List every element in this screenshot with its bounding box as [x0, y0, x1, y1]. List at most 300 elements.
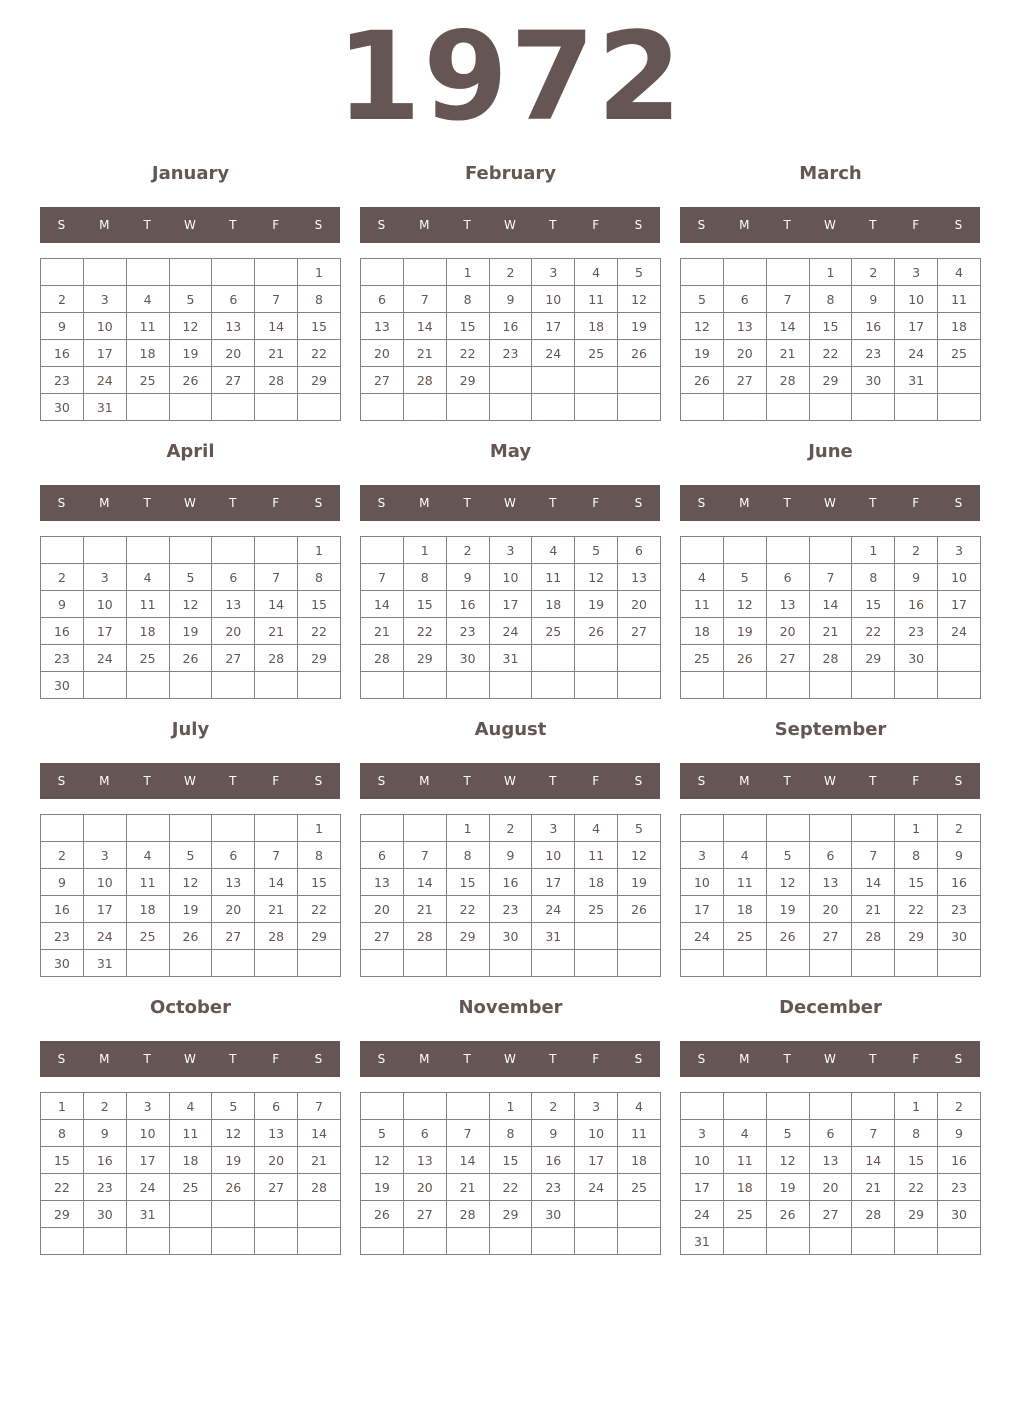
week-row	[41, 869, 341, 896]
day-cell: 9	[41, 313, 84, 340]
day-cell	[532, 367, 575, 394]
day-cell: 9	[83, 1120, 126, 1147]
day-cell	[766, 950, 809, 977]
week-row	[681, 1228, 981, 1255]
week-row	[361, 896, 661, 923]
day-cell: 4	[938, 259, 981, 286]
day-cell: 22	[852, 618, 895, 645]
day-cell: 14	[255, 591, 298, 618]
day-cell: 4	[126, 286, 169, 313]
weekday-label: T	[463, 774, 471, 788]
day-cell: 1	[809, 259, 852, 286]
day-cell: 26	[212, 1174, 255, 1201]
weekday-label: W	[184, 218, 196, 232]
day-cell: 15	[298, 869, 341, 896]
day-cell	[41, 815, 84, 842]
weekday-label: S	[314, 1052, 323, 1066]
day-cell: 18	[723, 896, 766, 923]
weekday-label: F	[592, 774, 600, 788]
day-cell: 8	[895, 842, 938, 869]
day-cell: 2	[489, 815, 532, 842]
day-cell: 15	[298, 313, 341, 340]
day-grid	[40, 258, 341, 421]
weekday-label: F	[272, 496, 280, 510]
day-cell: 2	[938, 1093, 981, 1120]
day-cell: 9	[532, 1120, 575, 1147]
day-cell: 28	[446, 1201, 489, 1228]
day-cell: 17	[681, 1174, 724, 1201]
day-cell: 22	[489, 1174, 532, 1201]
day-cell: 24	[532, 340, 575, 367]
weekday-label: W	[184, 774, 196, 788]
day-cell: 12	[681, 313, 724, 340]
day-cell: 21	[766, 340, 809, 367]
week-row	[681, 537, 981, 564]
day-cell	[766, 1228, 809, 1255]
week-row	[361, 923, 661, 950]
day-cell	[575, 950, 618, 977]
day-cell: 7	[766, 286, 809, 313]
week-row	[681, 1174, 981, 1201]
day-cell	[575, 672, 618, 699]
day-cell	[212, 537, 255, 564]
day-cell: 24	[681, 923, 724, 950]
day-cell: 6	[361, 842, 404, 869]
day-cell	[618, 394, 661, 421]
day-cell: 8	[298, 286, 341, 313]
day-cell	[618, 1228, 661, 1255]
month-name: March	[799, 163, 862, 184]
week-row	[41, 896, 341, 923]
day-cell	[403, 394, 446, 421]
day-cell: 17	[938, 591, 981, 618]
weekday-label: S	[954, 218, 963, 232]
day-cell: 1	[446, 259, 489, 286]
day-cell: 16	[938, 869, 981, 896]
day-cell: 26	[618, 340, 661, 367]
day-cell: 21	[809, 618, 852, 645]
day-cell: 1	[895, 815, 938, 842]
day-cell	[255, 815, 298, 842]
week-row	[41, 259, 341, 286]
weekday-label: W	[504, 774, 516, 788]
day-cell: 4	[532, 537, 575, 564]
day-cell: 1	[895, 1093, 938, 1120]
day-cell: 19	[618, 313, 661, 340]
day-cell: 13	[212, 313, 255, 340]
day-cell	[575, 645, 618, 672]
day-cell: 23	[41, 645, 84, 672]
day-cell: 8	[489, 1120, 532, 1147]
weekday-label: W	[504, 496, 516, 510]
day-cell: 14	[403, 869, 446, 896]
weekday-label: S	[634, 496, 643, 510]
weekday-label: T	[229, 218, 237, 232]
day-cell: 29	[298, 367, 341, 394]
day-cell: 15	[41, 1147, 84, 1174]
day-cell	[255, 537, 298, 564]
day-cell: 9	[41, 591, 84, 618]
day-grid	[40, 1092, 341, 1255]
day-cell	[446, 950, 489, 977]
week-row	[681, 672, 981, 699]
weekday-label: S	[377, 496, 386, 510]
day-cell: 19	[723, 618, 766, 645]
day-cell: 23	[532, 1174, 575, 1201]
weekday-label: W	[504, 1052, 516, 1066]
weekday-label: M	[419, 1052, 430, 1066]
weekday-header	[360, 485, 660, 521]
month-name: February	[464, 163, 557, 184]
day-cell: 16	[41, 340, 84, 367]
week-row	[41, 815, 341, 842]
week-row	[361, 1201, 661, 1228]
weekday-label: M	[739, 496, 750, 510]
day-cell: 8	[41, 1120, 84, 1147]
day-cell: 17	[895, 313, 938, 340]
day-cell: 29	[809, 367, 852, 394]
day-cell: 3	[83, 842, 126, 869]
day-cell: 5	[618, 259, 661, 286]
day-cell: 4	[575, 259, 618, 286]
day-cell	[809, 537, 852, 564]
day-cell	[403, 1228, 446, 1255]
day-cell: 12	[361, 1147, 404, 1174]
weekday-header	[360, 1041, 660, 1077]
day-cell: 13	[255, 1120, 298, 1147]
day-cell: 28	[255, 645, 298, 672]
day-cell: 24	[83, 367, 126, 394]
week-row	[361, 537, 661, 564]
day-cell: 20	[809, 896, 852, 923]
day-cell: 8	[809, 286, 852, 313]
month-name: January	[151, 163, 230, 184]
day-cell: 1	[41, 1093, 84, 1120]
day-cell: 30	[41, 672, 84, 699]
day-cell	[212, 1201, 255, 1228]
day-cell: 13	[403, 1147, 446, 1174]
weekday-label: S	[697, 774, 706, 788]
day-cell: 28	[809, 645, 852, 672]
day-cell	[575, 1201, 618, 1228]
weekday-label: S	[314, 496, 323, 510]
day-cell: 8	[895, 1120, 938, 1147]
day-cell: 30	[83, 1201, 126, 1228]
day-cell: 5	[766, 1120, 809, 1147]
weekday-label: W	[824, 774, 836, 788]
day-cell	[298, 672, 341, 699]
day-cell: 29	[489, 1201, 532, 1228]
weekday-label: F	[272, 1052, 280, 1066]
day-cell	[361, 672, 404, 699]
day-cell: 18	[532, 591, 575, 618]
day-cell: 12	[169, 869, 212, 896]
day-cell: 6	[255, 1093, 298, 1120]
week-row	[41, 367, 341, 394]
weekday-label: T	[783, 774, 791, 788]
weekday-label: W	[184, 496, 196, 510]
day-cell: 26	[681, 367, 724, 394]
week-row	[361, 286, 661, 313]
day-cell	[938, 1228, 981, 1255]
day-cell	[361, 537, 404, 564]
week-row	[681, 564, 981, 591]
day-cell: 27	[212, 645, 255, 672]
day-cell: 13	[361, 869, 404, 896]
weekday-label: T	[549, 218, 557, 232]
weekday-header	[40, 763, 340, 799]
day-cell: 23	[852, 340, 895, 367]
day-cell: 24	[83, 923, 126, 950]
day-cell	[169, 537, 212, 564]
week-row	[681, 1147, 981, 1174]
day-cell	[212, 672, 255, 699]
month-name: October	[150, 997, 231, 1018]
weekday-label: S	[954, 774, 963, 788]
weekday-label: M	[419, 218, 430, 232]
week-row	[41, 645, 341, 672]
day-cell	[446, 394, 489, 421]
day-cell: 28	[852, 923, 895, 950]
day-cell: 5	[723, 564, 766, 591]
day-cell	[255, 950, 298, 977]
day-cell: 18	[681, 618, 724, 645]
day-cell: 7	[809, 564, 852, 591]
weekday-label: T	[549, 774, 557, 788]
day-cell: 9	[489, 842, 532, 869]
day-cell: 13	[809, 869, 852, 896]
day-cell: 19	[681, 340, 724, 367]
day-cell	[489, 1228, 532, 1255]
day-cell: 15	[446, 869, 489, 896]
month-name: December	[779, 997, 882, 1018]
day-cell: 12	[766, 1147, 809, 1174]
month-name: July	[171, 719, 210, 740]
day-cell	[681, 815, 724, 842]
day-cell: 4	[723, 1120, 766, 1147]
day-cell	[489, 394, 532, 421]
day-cell: 14	[766, 313, 809, 340]
week-row	[361, 842, 661, 869]
weekday-label: S	[634, 774, 643, 788]
day-cell	[298, 394, 341, 421]
weekday-label: S	[954, 1052, 963, 1066]
day-cell: 20	[766, 618, 809, 645]
day-cell: 14	[852, 1147, 895, 1174]
weekday-label: F	[592, 1052, 600, 1066]
week-row	[41, 1147, 341, 1174]
weekday-label: S	[634, 1052, 643, 1066]
day-cell	[681, 537, 724, 564]
day-cell: 26	[169, 923, 212, 950]
day-cell: 10	[895, 286, 938, 313]
day-cell: 24	[489, 618, 532, 645]
day-cell: 15	[809, 313, 852, 340]
day-cell	[212, 950, 255, 977]
day-cell: 31	[895, 367, 938, 394]
weekday-header	[360, 763, 660, 799]
day-cell: 3	[126, 1093, 169, 1120]
day-cell	[852, 394, 895, 421]
day-cell	[446, 1093, 489, 1120]
day-cell: 13	[212, 591, 255, 618]
day-cell	[809, 815, 852, 842]
weekday-label: S	[314, 774, 323, 788]
month-name: June	[808, 441, 853, 462]
day-cell: 6	[809, 1120, 852, 1147]
day-cell: 29	[852, 645, 895, 672]
day-cell: 22	[895, 896, 938, 923]
week-row	[361, 1228, 661, 1255]
day-cell: 24	[126, 1174, 169, 1201]
day-cell: 25	[723, 1201, 766, 1228]
week-row	[681, 815, 981, 842]
day-cell: 1	[852, 537, 895, 564]
weekday-label: W	[824, 496, 836, 510]
day-cell: 4	[169, 1093, 212, 1120]
weekday-label: T	[869, 1052, 877, 1066]
day-cell: 3	[681, 842, 724, 869]
day-cell: 21	[255, 618, 298, 645]
day-cell: 11	[126, 313, 169, 340]
day-cell: 6	[403, 1120, 446, 1147]
day-cell	[852, 1093, 895, 1120]
day-cell: 7	[403, 842, 446, 869]
day-grid	[360, 258, 661, 421]
day-cell: 10	[532, 842, 575, 869]
day-cell	[255, 394, 298, 421]
day-cell: 27	[361, 367, 404, 394]
day-cell	[403, 950, 446, 977]
day-cell: 5	[575, 537, 618, 564]
day-cell: 25	[723, 923, 766, 950]
day-cell: 14	[255, 313, 298, 340]
day-cell	[938, 672, 981, 699]
day-cell: 1	[489, 1093, 532, 1120]
day-cell: 16	[489, 313, 532, 340]
day-cell: 17	[532, 313, 575, 340]
week-row	[361, 869, 661, 896]
week-row	[681, 286, 981, 313]
week-row	[681, 923, 981, 950]
weekday-label: S	[697, 218, 706, 232]
day-cell	[618, 950, 661, 977]
day-cell: 18	[618, 1147, 661, 1174]
day-cell: 19	[766, 1174, 809, 1201]
day-cell: 20	[212, 618, 255, 645]
week-row	[681, 618, 981, 645]
day-cell: 18	[126, 896, 169, 923]
day-cell: 19	[575, 591, 618, 618]
day-cell	[489, 950, 532, 977]
day-cell: 28	[361, 645, 404, 672]
day-cell: 29	[298, 645, 341, 672]
day-cell: 29	[446, 923, 489, 950]
day-cell: 28	[298, 1174, 341, 1201]
week-row	[41, 313, 341, 340]
weekday-header	[680, 207, 980, 243]
day-cell	[403, 672, 446, 699]
weekday-label: S	[697, 1052, 706, 1066]
day-cell: 30	[446, 645, 489, 672]
weekday-label: T	[869, 496, 877, 510]
weekday-label: T	[783, 218, 791, 232]
day-cell: 6	[766, 564, 809, 591]
day-cell	[126, 394, 169, 421]
week-row	[361, 313, 661, 340]
day-cell: 24	[83, 645, 126, 672]
day-cell	[852, 950, 895, 977]
day-cell: 3	[532, 259, 575, 286]
day-cell: 13	[766, 591, 809, 618]
day-cell	[255, 1228, 298, 1255]
year-title: 1972	[336, 6, 684, 148]
month-name: April	[166, 441, 215, 462]
day-cell	[489, 367, 532, 394]
day-cell: 21	[255, 896, 298, 923]
day-cell: 10	[489, 564, 532, 591]
day-cell: 2	[895, 537, 938, 564]
day-cell: 11	[681, 591, 724, 618]
day-cell: 8	[852, 564, 895, 591]
day-cell: 23	[489, 896, 532, 923]
day-cell: 24	[681, 1201, 724, 1228]
day-cell: 10	[575, 1120, 618, 1147]
day-cell	[895, 950, 938, 977]
day-cell	[41, 259, 84, 286]
day-cell	[41, 1228, 84, 1255]
day-cell: 9	[489, 286, 532, 313]
day-cell: 23	[938, 896, 981, 923]
day-cell: 4	[681, 564, 724, 591]
day-cell: 28	[766, 367, 809, 394]
day-cell	[618, 1201, 661, 1228]
day-cell	[169, 1201, 212, 1228]
day-cell	[681, 950, 724, 977]
day-cell	[126, 815, 169, 842]
week-row	[41, 537, 341, 564]
weekday-label: M	[419, 774, 430, 788]
weekday-header	[360, 207, 660, 243]
day-cell	[169, 950, 212, 977]
day-cell: 29	[41, 1201, 84, 1228]
month-name: September	[774, 719, 887, 740]
week-row	[681, 313, 981, 340]
day-cell: 29	[403, 645, 446, 672]
day-cell	[83, 815, 126, 842]
day-cell	[169, 259, 212, 286]
day-cell: 11	[169, 1120, 212, 1147]
weekday-label: F	[592, 218, 600, 232]
day-cell: 21	[446, 1174, 489, 1201]
day-cell: 25	[126, 923, 169, 950]
day-cell: 13	[361, 313, 404, 340]
weekday-label: M	[739, 1052, 750, 1066]
day-cell: 11	[575, 842, 618, 869]
day-cell: 9	[938, 1120, 981, 1147]
day-cell: 23	[83, 1174, 126, 1201]
weekday-label: M	[419, 496, 430, 510]
day-cell: 2	[83, 1093, 126, 1120]
day-cell: 29	[446, 367, 489, 394]
day-cell: 16	[83, 1147, 126, 1174]
week-row	[361, 950, 661, 977]
day-cell	[403, 815, 446, 842]
day-cell: 11	[532, 564, 575, 591]
day-cell: 7	[852, 1120, 895, 1147]
week-row	[361, 645, 661, 672]
day-cell: 16	[446, 591, 489, 618]
